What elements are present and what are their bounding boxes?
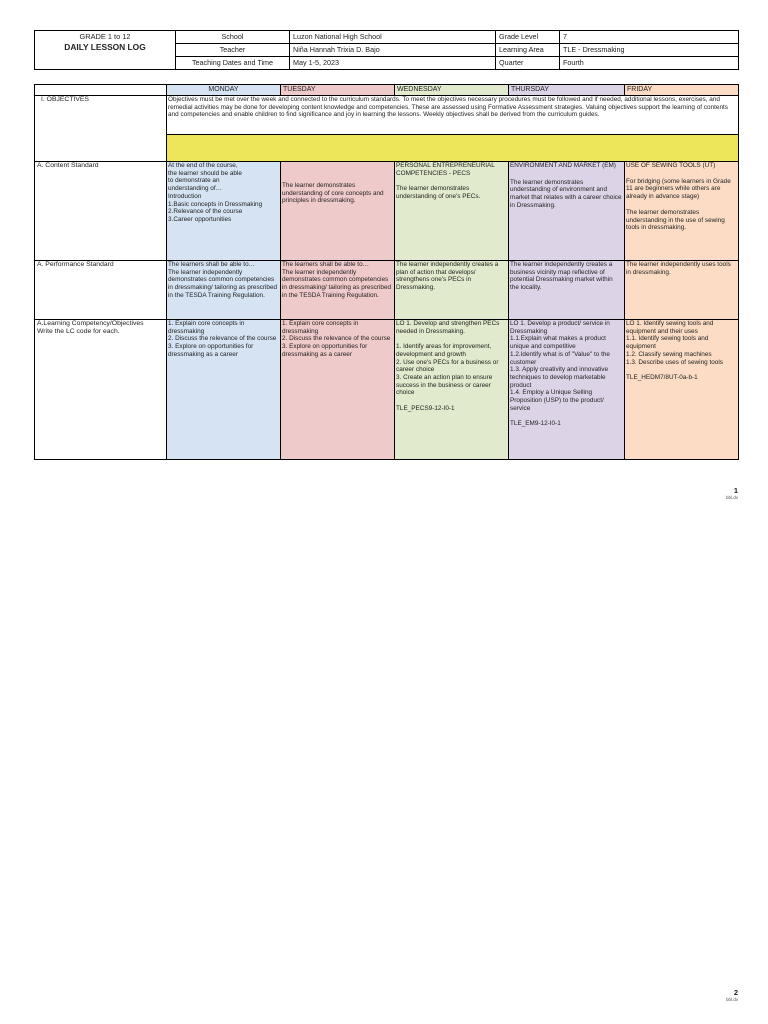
quarter-label: Quarter [496,57,560,70]
page-footer-code-1: bbl.dv [725,495,738,500]
header-info-table [34,30,739,70]
performance-standard-wednesday: The learner independently creates a plan of action that develops/ strengthens one's PECs in Dressmaking. [395,261,509,320]
content-standard-wednesday [395,162,509,261]
learning-competency-row [35,320,739,460]
teacher-label: Teacher [176,44,290,57]
learning-competency-friday: LO 1. Identify sewing tools and equipment and their uses 1.1. Identify sewing tools and equipment 1.2. Classify sewing machines 1.3. Describe uses of sewing tools TLE_HEDM7/8UT-0a-b-1 [625,320,739,460]
log-title: DAILY LESSON LOG [64,42,146,52]
learning-competency-tuesday: 1. Explain core concepts in dressmaking 2. Discuss the relevance of the course 3. Explore on opportunities for dressmaking as a career [281,320,395,460]
day-header-friday: FRIDAY [625,85,739,96]
learning-competency-monday: 1. Explain core concepts in dressmaking 2. Discuss the relevance of the course 3. Explore on opportunities for dressmaking as a career [167,320,281,460]
performance-standard-row [35,261,739,320]
corner-cell [35,85,167,96]
grade-range: GRADE 1 to 12 [79,32,131,41]
learning-competency-wednesday: LO 1. Develop and strengthen PECs needed in Dressmaking. 1. Identify areas for improvement, development and growth 2. Use one's PECs for a business or career choice 3. Create an action plan to ensure success in the business or career choice TLE_PECS9-12-I0-1 [395,320,509,460]
lesson-log-table [34,84,739,460]
grade-level-label: Grade Level [496,31,560,44]
page-number-2: 2 [733,988,738,997]
content-standard-friday [625,162,739,261]
performance-standard-monday: The learners shall be able to… The learner independently demonstrates common competencies in dressmaking/ tailoring as prescribed in the TESDA Training Regulation. [167,261,281,320]
content-standard-thursday-heading: ENVIRONMENT AND MARKET (EM) [510,162,616,169]
day-header-tuesday: TUESDAY [281,85,395,96]
quarter-value: Fourth [560,57,739,70]
school-value: Luzon National High School [290,31,496,44]
performance-standard-tuesday: The learners shall be able to… The learner independently demonstrates common competencies in dressmaking/ tailoring as prescribed in the TESDA Training Regulation. [281,261,395,320]
learning-competency-label: A.Learning Competency/Objectives Write the LC code for each. [35,320,167,460]
content-standard-friday-heading: USE OF SEWING TOOLS (UT) [626,162,716,169]
teacher-value: Niña Hannah Trixia D. Bajo [290,44,496,57]
content-standard-friday-text: The learner demonstrates understanding in the use of sewing tools in dressmaking. [626,208,725,232]
learning-area-value: TLE - Dressmaking [560,44,739,57]
content-standard-wednesday-text: The learner demonstrates understanding of one's PECs. [396,185,481,201]
performance-standard-thursday: The learner independently creates a business vicinity map reflective of potential Dressmaking market within the locality. [509,261,625,320]
content-standard-thursday [509,162,625,261]
page-number-1: 1 [733,486,738,495]
content-standard-label: A. Content Standard [35,162,167,261]
content-standard-thursday-text: The learner demonstrates understanding of environment and market that relates with a career choice in Dressmaking. [510,178,622,209]
content-standard-monday: At the end of the course, the learner should be able to demonstrate an understanding of… Introduction 1.Basic concepts in Dressmaking 2.Relevance of the course 3.Career opportunities [167,162,281,261]
day-header-thursday: THURSDAY [509,85,625,96]
log-title-cell [35,31,176,70]
day-header-row [35,85,739,96]
day-header-monday: MONDAY [167,85,281,96]
page-footer-code-2: bbl.dv [725,997,738,1002]
grade-level-value: 7 [560,31,739,44]
learning-competency-thursday: LO 1. Develop a product/ service in Dressmaking 1.1.Explain what makes a product unique and competitive 1.2.Identify what is of "Value" to the customer 1.3. Apply creativity and innovative techniques to develop marketable product 1.4. Employ a Unique Selling Proposition (USP) to the product/ service TLE_EM9-12-I0-1 [509,320,625,460]
objectives-row [35,96,739,135]
learning-area-label: Learning Area [496,44,560,57]
objectives-label-text: I. OBJECTIVES [41,96,89,103]
performance-standard-friday: The learner independently uses tools in dressmaking. [625,261,739,320]
objectives-label [35,96,167,162]
performance-standard-label: A. Performance Standard [35,261,167,320]
content-standard-tuesday [281,162,395,261]
school-label: School [176,31,290,44]
content-standard-friday-note: For bridging (some learners in Grade 11 are beginners while others are already in advance stage) [626,177,731,201]
content-standard-row [35,162,739,261]
day-header-wednesday: WEDNESDAY [395,85,509,96]
content-standard-tuesday-text: The learner demonstrates understanding of core concepts and principles in dressmaking. [282,182,384,205]
objectives-text: Objectives must be met over the week and connected to the curriculum standards. To meet the objectives necessary procedures must be followed and if needed, additional lessons, exercises, and remedial activities may be done for developing content knowledge and competencies. These are assessed using Formative Assessment strategies. Valuing objectives support the learning of contents and competencies and enable children to find significance and joy in learning the lessons. Weekly objectives shall be derived from the curriculum guides. [167,96,739,135]
objectives-highlight-band [167,135,739,162]
content-standard-wednesday-heading: PERSONAL ENTREPRENEURIAL COMPETENCIES - PECS [396,162,495,177]
dates-value: May 1-5, 2023 [290,57,496,70]
dates-label: Teaching Dates and Time [176,57,290,70]
